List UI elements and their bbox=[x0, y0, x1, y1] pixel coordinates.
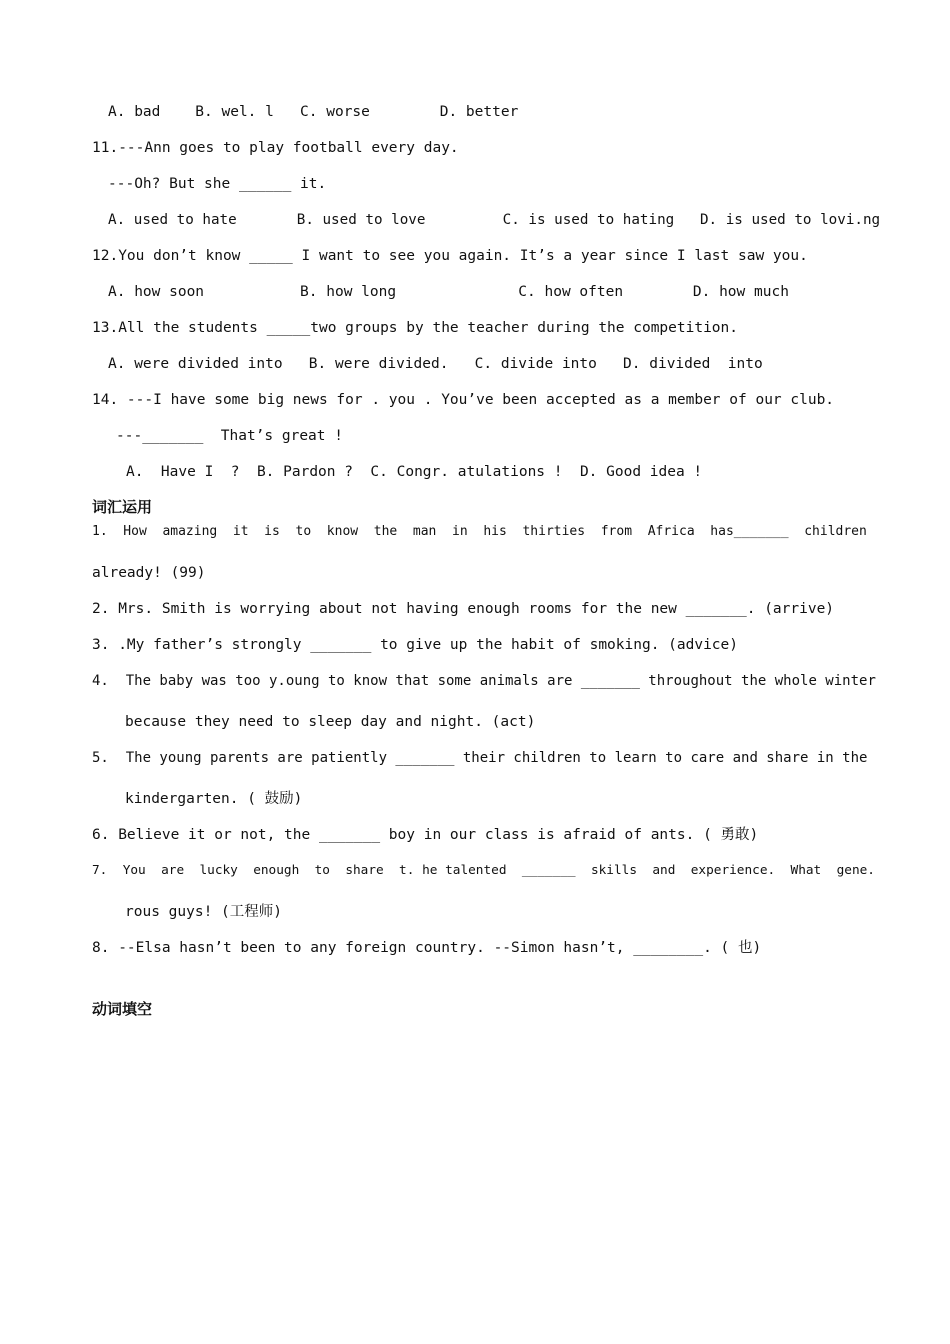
question-11-options: A. used to hate B. used to love C. is used to hating D. is used to lovi.ng bbox=[108, 212, 881, 228]
vocab-item-4-line-1: 4. The baby was too y.oung to know that some animals are _______ throughout the whole winter bbox=[92, 673, 876, 689]
vocab-item-3: 3. .My father’s strongly _______ to give up the habit of smoking. (advice) bbox=[92, 637, 739, 653]
vocab-item-8: 8. --Elsa hasn’t been to any foreign country. --Simon hasn’t, ________. ( 也) bbox=[92, 940, 762, 956]
question-13-options: A. were divided into B. were divided. C. divide into D. divided into bbox=[108, 356, 763, 372]
question-11-reply: ---Oh? But she ______ it. bbox=[108, 176, 327, 192]
question-10-options: A. bad B. wel. l C. worse D. better bbox=[108, 104, 519, 120]
vocab-item-7-line-2: rous guys! (工程师) bbox=[125, 904, 282, 920]
vocab-item-4-line-2: because they need to sleep day and night. (act) bbox=[125, 714, 536, 730]
vocab-item-5-line-1: 5. The young parents are patiently _______ their children to learn to care and share in the bbox=[92, 750, 868, 766]
question-14-options: A. Have I ? B. Pardon ? C. Congr. atulations ! D. Good idea ! bbox=[126, 464, 703, 480]
vocab-item-2: 2. Mrs. Smith is worrying about not having enough rooms for the new _______. (arrive) bbox=[92, 601, 835, 617]
question-12-options: A. how soon B. how long C. how often D. how much bbox=[108, 284, 789, 300]
vocab-item-6: 6. Believe it or not, the _______ boy in our class is afraid of ants. ( 勇敢) bbox=[92, 827, 759, 843]
section-heading-verb-fill: 动词填空 bbox=[92, 1000, 153, 1018]
section-heading-vocabulary: 词汇运用 bbox=[92, 498, 153, 516]
vocab-item-5-line-2: kindergarten. ( 鼓励) bbox=[125, 791, 303, 807]
vocab-item-7-line-1: 7. You are lucky enough to share t. he talented _______ skills and experience. What gene. bbox=[92, 863, 875, 878]
vocab-item-1-line-2: already! (99) bbox=[92, 565, 206, 581]
question-14-stem: 14. ---I have some big news for . you . You’ve been accepted as a member of our club. bbox=[92, 392, 835, 408]
question-13-stem: 13.All the students _____two groups by the teacher during the competition. bbox=[92, 320, 739, 336]
vocab-item-1-line-1: 1. How amazing it is to know the man in his thirties from Africa has_______ children bbox=[92, 524, 867, 539]
question-12-stem: 12.You don’t know _____ I want to see you again. It’s a year since I last saw you. bbox=[92, 248, 808, 264]
question-11-stem: 11.---Ann goes to play football every day. bbox=[92, 140, 459, 156]
question-14-reply: ---_______ That’s great ! bbox=[116, 428, 343, 444]
